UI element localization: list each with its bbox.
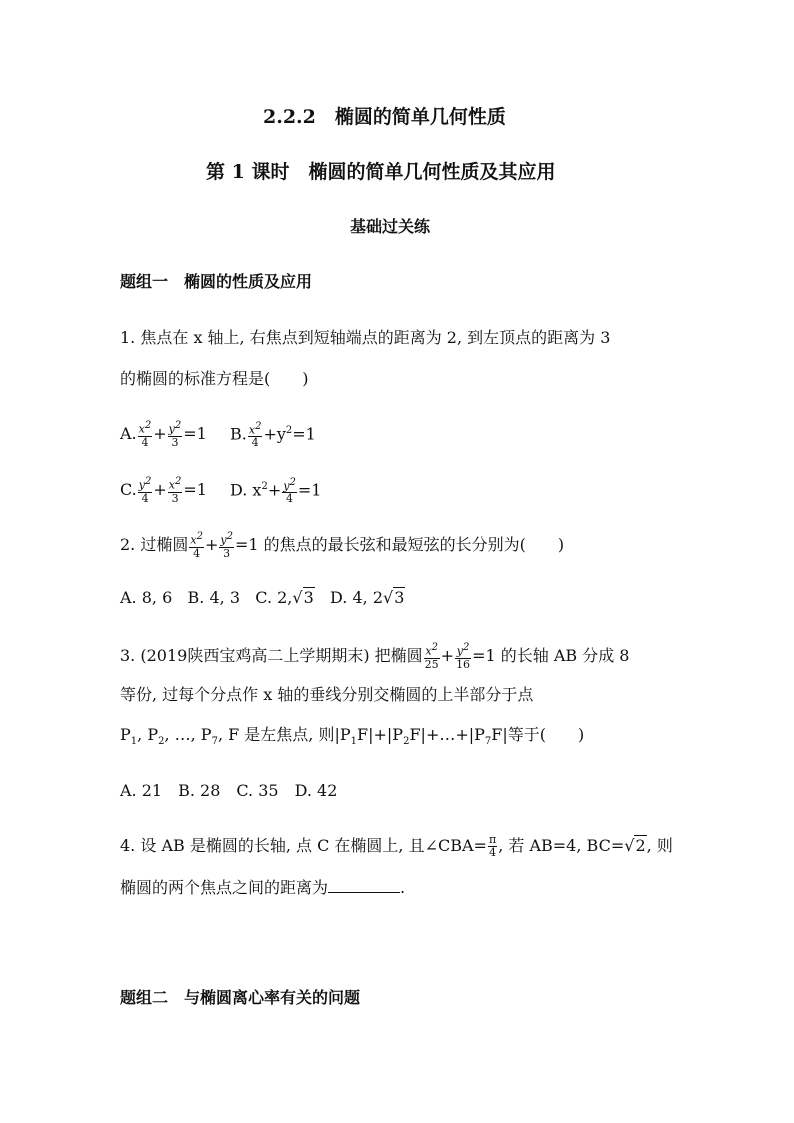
q1-option-d: D. $x^2+$ $\frac{y^2}{4}$ =1 bbox=[230, 476, 322, 506]
q1-option-c: C. $\frac{y^2}{4}$ + $\frac{x^2}{3}$ =1 bbox=[120, 476, 207, 505]
q3-stem: 3. (2019陕西宝鸡高二上学期期末) 把椭圆 $\frac{x^2}{25}$ + $\frac{y^2}{16}$ =1 的长轴 AB 分成 8 bbox=[120, 642, 630, 671]
lesson-title: 第 1 课时 椭圆的简单几何性质及其应用 bbox=[206, 161, 556, 183]
fraction: $\frac{y^2}{3}$ bbox=[220, 531, 233, 560]
q2-options bbox=[120, 587, 405, 609]
fraction: $\frac{x^2}{25}$ bbox=[424, 642, 439, 671]
q3-line2: 等份, 过每个分点作 x 轴的垂线分别交椭圆的上半部分于点 bbox=[120, 685, 534, 704]
practice-title: 基础过关练 bbox=[350, 217, 431, 236]
q3-options: A. 21 B. 28 C. 35 D. 42 bbox=[120, 781, 338, 800]
q1-option-a: A. $\frac{x^2}{4}$ + $\frac{y^2}{3}$ =1 bbox=[120, 420, 207, 449]
q3-prefix: 3. (2019陕西宝鸡高二上学期期末) 把椭圆 bbox=[120, 645, 423, 665]
q2-prefix: 2. 过椭圆 bbox=[120, 534, 189, 554]
fraction: $\frac{x^2}{4}$ bbox=[248, 420, 262, 450]
q4-suffix: , 则 bbox=[646, 836, 673, 855]
q3-line3: $P_1$, $P_2$, …, $P_7$, F 是左焦点, 则$|P_1F|+|P_2F|+\dots+|P_7F|$等于( ) bbox=[120, 725, 585, 748]
q4-prefix: 4. 设 AB 是椭圆的长轴, 点 C 在椭圆上, 且∠CBA= bbox=[120, 836, 487, 855]
q2-option-c: C. 2, bbox=[255, 588, 293, 607]
fraction: $\frac{y^2}{4}$ bbox=[283, 476, 296, 506]
group2-title: 题组二 与椭圆离心率有关的问题 bbox=[120, 988, 361, 1007]
fraction-pi-over-4: $\frac{\pi}{4}$ bbox=[488, 833, 497, 859]
section-title: 2.2.2 椭圆的简单几何性质 bbox=[263, 106, 506, 128]
q3-suffix: =1 的长轴 AB 分成 8 bbox=[472, 645, 630, 665]
q2-option-d: D. 4, 2 bbox=[330, 588, 383, 607]
answer-blank[interactable] bbox=[328, 877, 400, 893]
sqrt-3: √3 bbox=[383, 588, 405, 607]
option-a-label: A. bbox=[120, 423, 137, 443]
q4-line2-text: 椭圆的两个焦点之间的距离为 bbox=[120, 878, 329, 897]
q1-option-b: B. $\frac{x^2}{4}$ $+y^2=1$ bbox=[230, 420, 316, 450]
q2-stem: 2. 过椭圆 $\frac{x^2}{4}$ + $\frac{y^2}{3}$ =1 的焦点的最长弦和最短弦的长分别为( ) bbox=[120, 531, 565, 560]
q1-line1: 1. 焦点在 x 轴上, 右焦点到短轴端点的距离为 2, 到左顶点的距离为 3 bbox=[120, 328, 611, 347]
q2-option-a: A. 8, 6 bbox=[120, 588, 173, 607]
fraction: $\frac{x^2}{3}$ bbox=[168, 476, 182, 505]
q1-line2: 的椭圆的标准方程是( ) bbox=[120, 369, 309, 388]
q4-middle: , 若 AB=4, BC= bbox=[498, 836, 625, 855]
fraction: $\frac{x^2}{4}$ bbox=[138, 420, 152, 449]
fraction: $\frac{y^2}{16}$ bbox=[456, 642, 471, 671]
fraction: $\frac{y^2}{4}$ bbox=[138, 476, 152, 505]
q4-line2: 椭圆的两个焦点之间的距离为 . bbox=[120, 878, 406, 897]
group1-title: 题组一 椭圆的性质及应用 bbox=[120, 272, 313, 291]
sqrt-3: √3 bbox=[292, 588, 314, 607]
fraction: $\frac{y^2}{3}$ bbox=[168, 420, 182, 449]
q4-stem bbox=[120, 834, 673, 859]
sqrt-2: √2 bbox=[624, 836, 646, 855]
fraction: $\frac{x^2}{4}$ bbox=[190, 531, 203, 560]
q2-suffix: =1 的焦点的最长弦和最短弦的长分别为( ) bbox=[234, 534, 565, 554]
option-c-label: C. bbox=[120, 479, 137, 499]
option-d-label: D. bbox=[230, 480, 248, 500]
option-b-label: B. bbox=[230, 424, 247, 444]
q2-option-b: B. 4, 3 bbox=[187, 588, 240, 607]
